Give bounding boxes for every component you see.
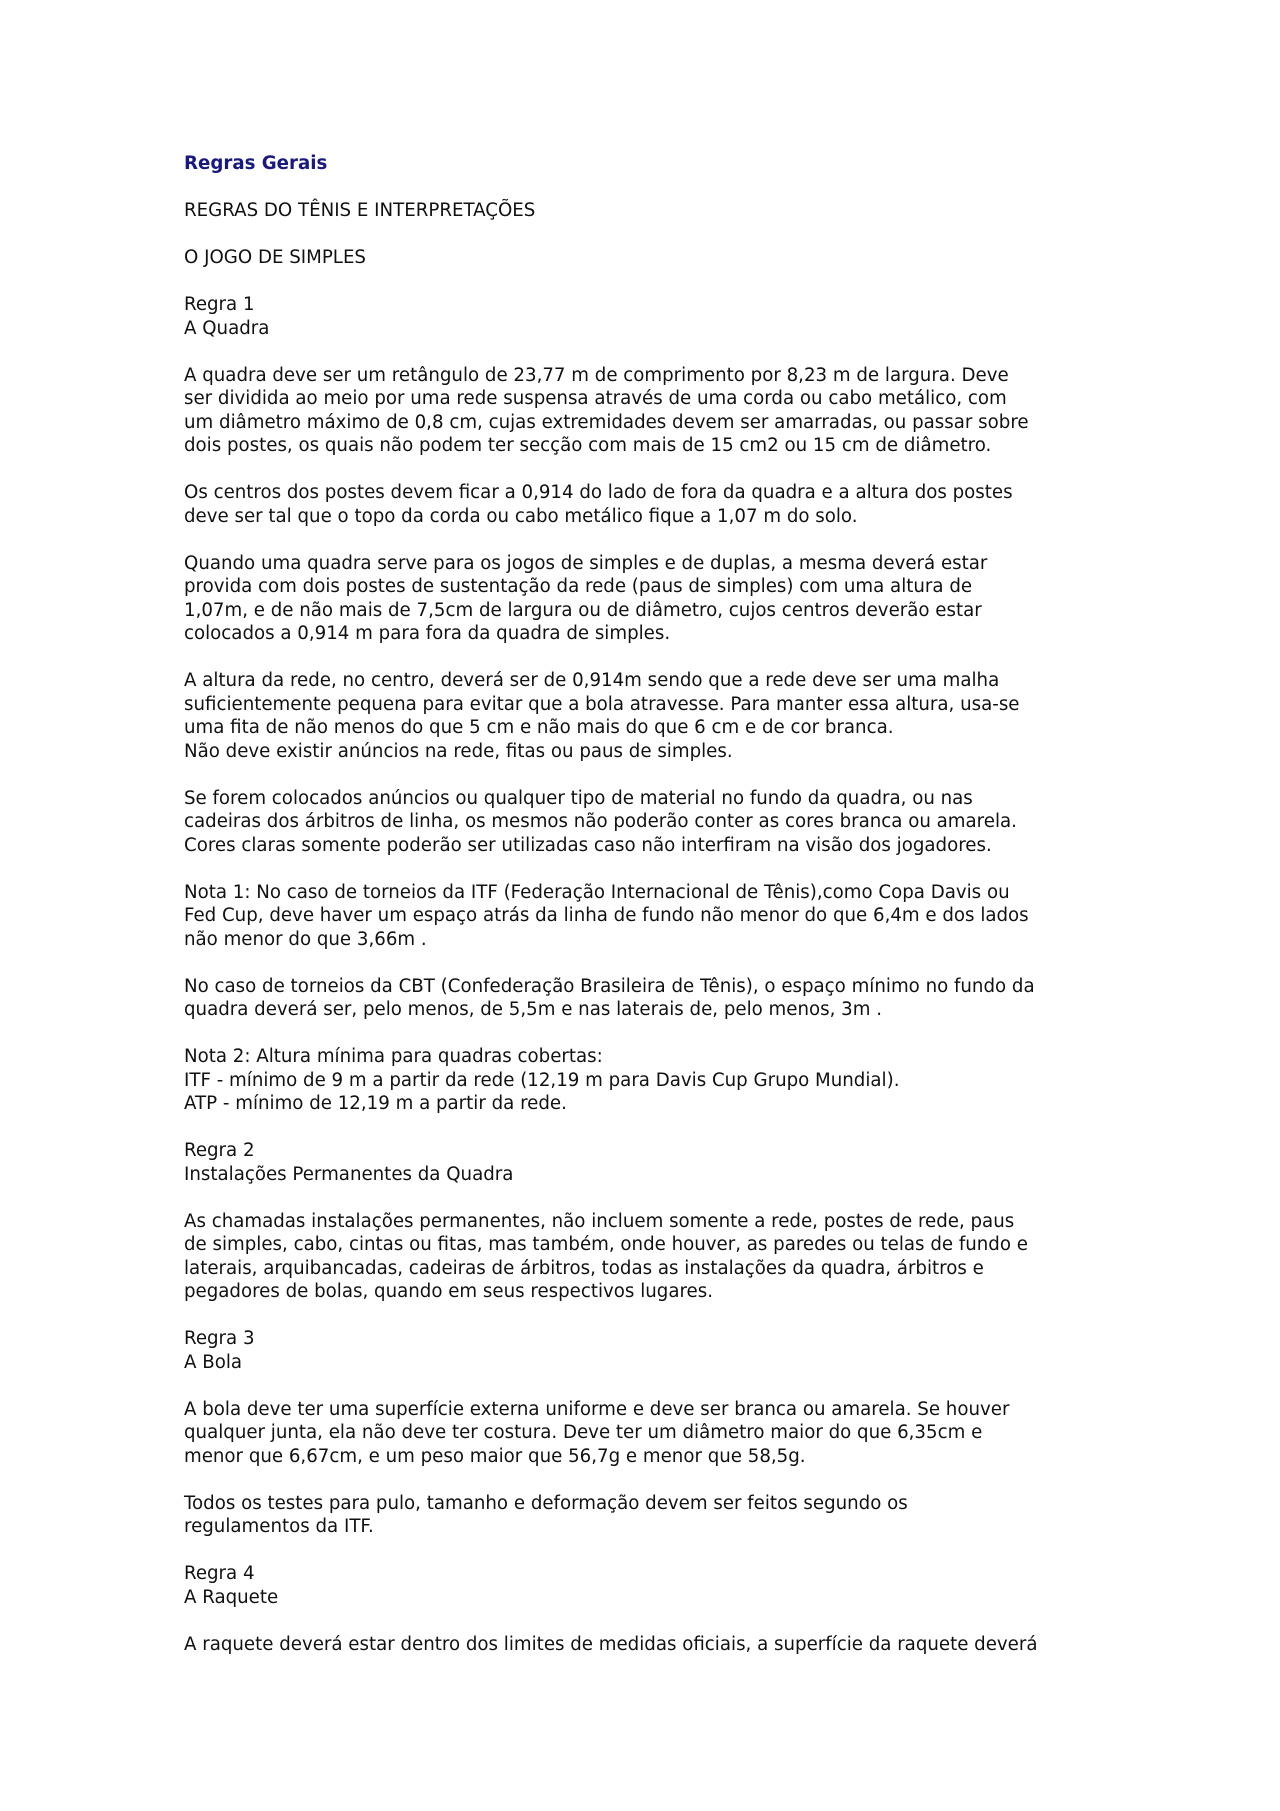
rule-name: A Quadra (184, 317, 270, 339)
text-line: Fed Cup, deve haver um espaço atrás da linha de fundo não menor do que 6,4m e dos lados (184, 905, 1029, 926)
rules-container (184, 293, 1124, 1656)
text-line: regulamentos da ITF. (184, 1516, 374, 1537)
document-title: Regras Gerais (184, 153, 328, 174)
section-title: O JOGO DE SIMPLES (184, 247, 366, 268)
rule-paragraph (184, 669, 1124, 763)
text-line: 1,07m, e de não mais de 7,5cm de largura ou de diâmetro, cujos centros deverão estar (184, 599, 982, 621)
document-page (184, 152, 1124, 1680)
rule-header (184, 1562, 1124, 1609)
rule-number: Regra 4 (184, 1563, 255, 1584)
text-line: A raquete deverá estar dentro dos limites de medidas oficiais, a superfície da raquete deverá (184, 1633, 1038, 1655)
text-line: A quadra deve ser um retângulo de 23,77 m de comprimento por 8,23 m de largura. Deve (184, 364, 1009, 386)
text-line: suficientemente pequena para evitar que a bola atravesse. Para manter essa altura, usa-se (184, 693, 1020, 715)
text-line: A bola deve ter uma superfície externa uniforme e deve ser branca ou amarela. Se houver (184, 1398, 1010, 1420)
rule-number: Regra 3 (184, 1328, 255, 1349)
text-line: um diâmetro máximo de 0,8 cm, cujas extremidades devem ser amarradas, ou passar sobre (184, 411, 1029, 433)
text-line: Nota 1: No caso de torneios da ITF (Federação Internacional de Tênis),como Copa Davis ou (184, 881, 1010, 903)
document-heading: REGRAS DO TÊNIS E INTERPRETAÇÕES (184, 200, 536, 221)
text-line: Não deve existir anúncios na rede, fitas ou paus de simples. (184, 740, 733, 762)
rule-paragraph (184, 481, 1124, 528)
rule-paragraph (184, 975, 1124, 1022)
text-line: provida com dois postes de sustentação da rede (paus de simples) com uma altura de (184, 576, 973, 597)
text-line: laterais, arquibancadas, cadeiras de árbitros, todas as instalações da quadra, árbitros e (184, 1257, 984, 1279)
rule-paragraph (184, 1633, 1124, 1657)
text-line: colocados a 0,914 m para fora da quadra de simples. (184, 623, 671, 644)
text-line: dois postes, os quais não podem ter secção com mais de 15 cm2 ou 15 cm de diâmetro. (184, 435, 992, 456)
text-line: quadra deverá ser, pelo menos, de 5,5m e nas laterais de, pelo menos, 3m . (184, 999, 882, 1020)
text-line: Quando uma quadra serve para os jogos de simples e de duplas, a mesma deverá estar (184, 552, 988, 574)
text-line: não menor do que 3,66m . (184, 928, 427, 950)
rule-number: Regra 2 (184, 1140, 255, 1161)
text-line: ATP - mínimo de 12,19 m a partir da rede. (184, 1093, 567, 1114)
text-line: pegadores de bolas, quando em seus respectivos lugares. (184, 1281, 713, 1302)
rule-paragraph (184, 787, 1124, 858)
rule-paragraph (184, 1398, 1124, 1469)
rule-number: Regra 1 (184, 294, 255, 315)
rule-paragraph (184, 1210, 1124, 1304)
text-line: deve ser tal que o topo da corda ou cabo metálico fique a 1,07 m do solo. (184, 505, 858, 527)
text-line: uma fita de não menos do que 5 cm e não mais do que 6 cm e de cor branca. (184, 717, 894, 738)
rule-paragraph (184, 552, 1124, 646)
text-line: Todos os testes para pulo, tamanho e deformação devem ser feitos segundo os (184, 1492, 908, 1514)
text-line: Os centros dos postes devem ficar a 0,914 do lado de fora da quadra e a altura dos postes (184, 482, 1013, 503)
text-line: de simples, cabo, cintas ou fitas, mas também, onde houver, as paredes ou telas de fundo e (184, 1234, 1028, 1255)
rule-paragraph (184, 1045, 1124, 1116)
text-line: Cores claras somente poderão ser utilizadas caso não interfiram na visão dos jogadores. (184, 834, 992, 856)
rule-name: Instalações Permanentes da Quadra (184, 1163, 514, 1185)
text-line: cadeiras dos árbitros de linha, os mesmos não poderão conter as cores branca ou amarela. (184, 811, 1017, 832)
rule-header (184, 1327, 1124, 1374)
rule-paragraph (184, 364, 1124, 458)
rule-name: A Bola (184, 1351, 243, 1373)
text-line: Nota 2: Altura mínima para quadras cobertas: (184, 1046, 603, 1067)
rule-header (184, 293, 1124, 340)
text-line: ser dividida ao meio por uma rede suspensa através de uma corda ou cabo metálico, com (184, 388, 1007, 409)
text-line: menor que 6,67cm, e um peso maior que 56,7g e menor que 58,5g. (184, 1445, 806, 1467)
text-line: qualquer junta, ela não deve ter costura. Deve ter um diâmetro maior do que 6,35cm e (184, 1422, 983, 1443)
rule-paragraph (184, 881, 1124, 952)
text-line: ITF - mínimo de 9 m a partir da rede (12,19 m para Davis Cup Grupo Mundial). (184, 1069, 900, 1091)
rule-name: A Raquete (184, 1586, 279, 1608)
text-line: A altura da rede, no centro, deverá ser de 0,914m sendo que a rede deve ser uma malha (184, 670, 1000, 691)
rule-header (184, 1139, 1124, 1186)
text-line: Se forem colocados anúncios ou qualquer tipo de material no fundo da quadra, ou nas (184, 787, 973, 809)
text-line: As chamadas instalações permanentes, não incluem somente a rede, postes de rede, paus (184, 1210, 1015, 1232)
rule-paragraph (184, 1492, 1124, 1539)
text-line: No caso de torneios da CBT (Confederação Brasileira de Tênis), o espaço mínimo no fundo da (184, 975, 1035, 997)
